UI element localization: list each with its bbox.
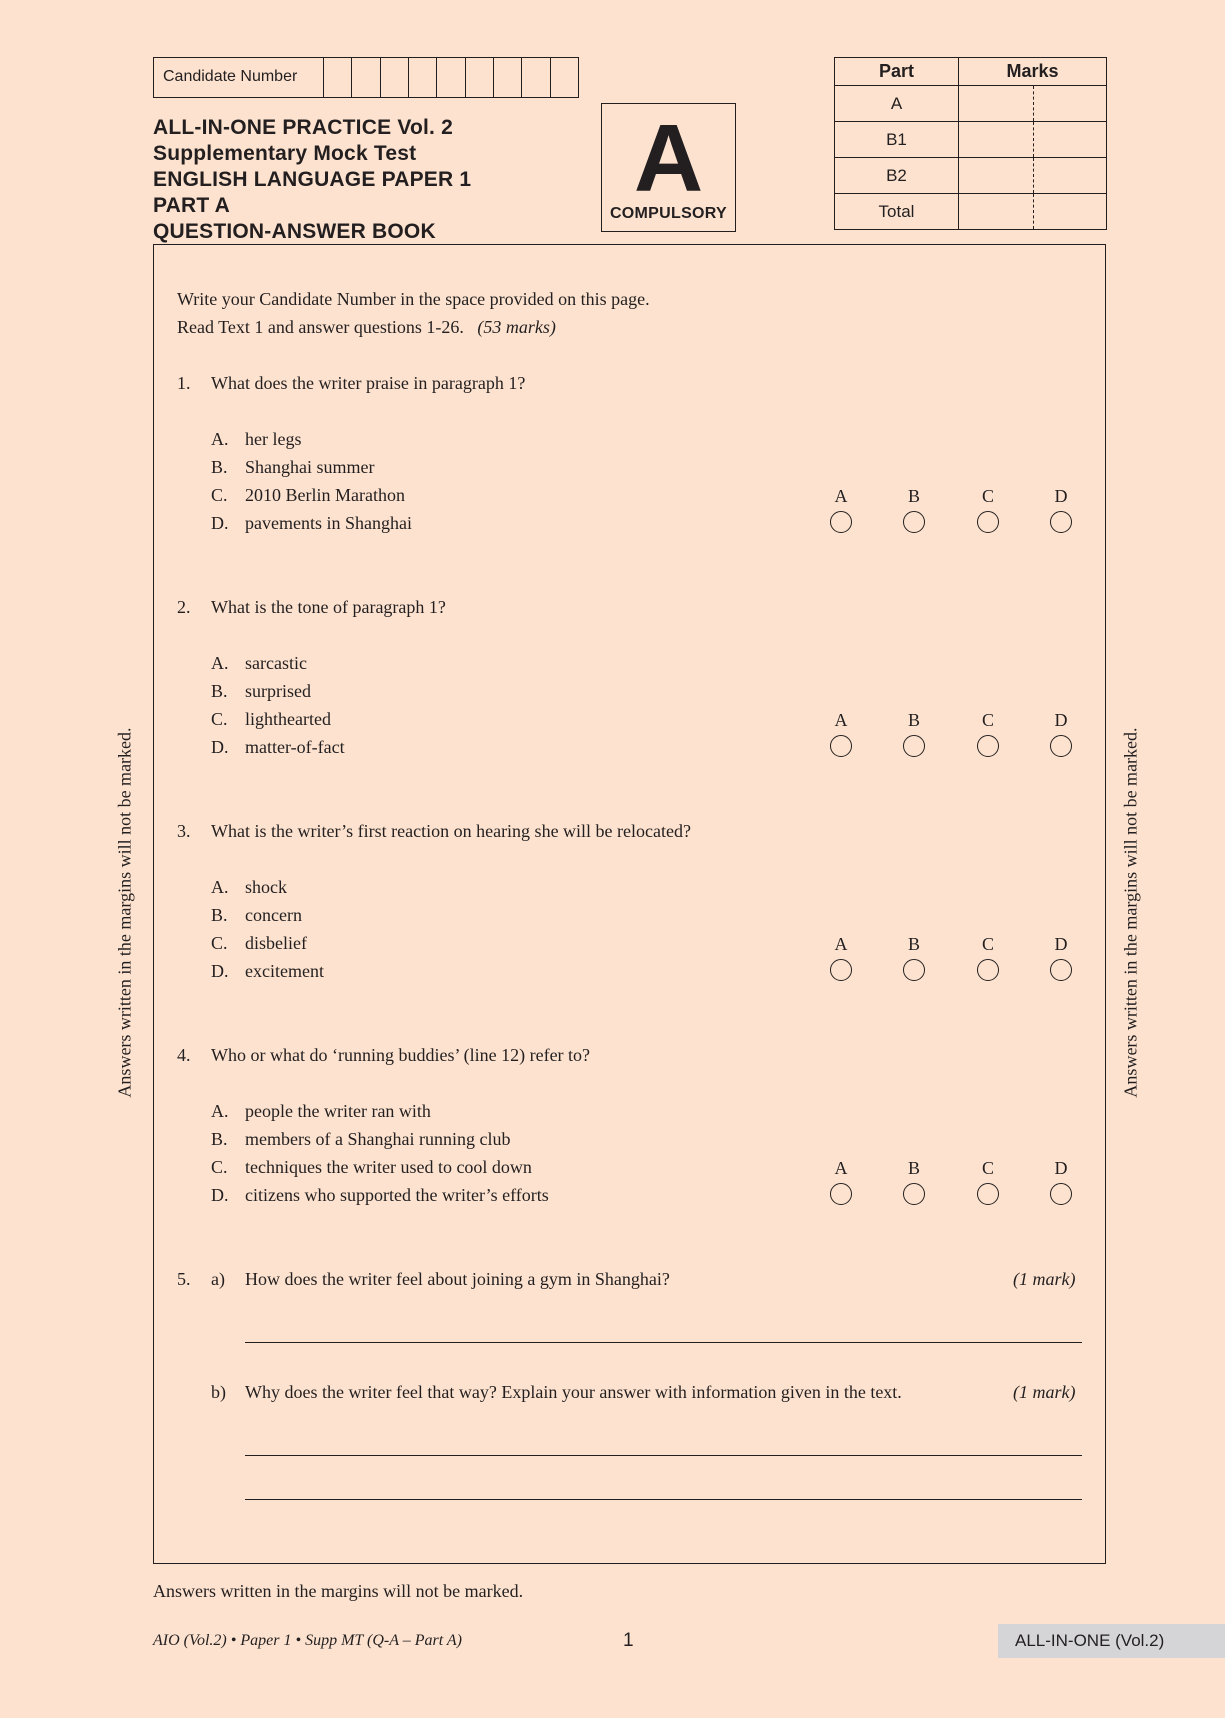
answer-bubble-q4-c[interactable] bbox=[977, 1183, 999, 1205]
answer-line-5a[interactable] bbox=[245, 1342, 1082, 1343]
part-letter: A bbox=[633, 105, 704, 212]
option-row: A. sarcastic bbox=[211, 653, 307, 673]
bubble-label: B bbox=[907, 486, 920, 506]
question-marks: (1 mark) bbox=[1013, 1269, 1076, 1289]
bubble-label: A bbox=[834, 486, 848, 506]
option-row: D. excitement bbox=[211, 961, 324, 981]
title-line: PART A bbox=[153, 194, 231, 217]
compulsory-label: COMPULSORY bbox=[609, 205, 728, 222]
question-text: What does the writer praise in paragraph 1? bbox=[211, 373, 526, 393]
total-marks: (53 marks) bbox=[477, 317, 556, 337]
candidate-number-label: Candidate Number bbox=[154, 58, 324, 97]
candidate-digit-cell[interactable] bbox=[352, 58, 380, 97]
candidate-digit-cell[interactable] bbox=[551, 58, 578, 97]
answer-bubble-q2-b[interactable] bbox=[903, 735, 925, 757]
candidate-digit-cell[interactable] bbox=[324, 58, 352, 97]
bubble-label: D bbox=[1054, 710, 1068, 730]
answer-bubble-q4-d[interactable] bbox=[1050, 1183, 1072, 1205]
marks-header-marks: Marks bbox=[959, 58, 1107, 86]
question-number: 5. bbox=[177, 1269, 191, 1289]
candidate-digit-cell[interactable] bbox=[466, 58, 494, 97]
paper-title bbox=[153, 115, 471, 245]
marks-cell[interactable] bbox=[959, 194, 1107, 230]
option-row: C. disbelief bbox=[211, 933, 307, 953]
instruction-line bbox=[177, 317, 556, 338]
answer-bubble-q2-a[interactable] bbox=[830, 735, 852, 757]
answer-line-5b[interactable] bbox=[245, 1499, 1082, 1500]
candidate-digit-cell[interactable] bbox=[494, 58, 522, 97]
question-marks: (1 mark) bbox=[1013, 1382, 1076, 1402]
marks-row-label: B1 bbox=[835, 122, 959, 158]
subquestion-label: a) bbox=[211, 1269, 225, 1289]
page-number: 1 bbox=[623, 1630, 634, 1651]
question-number: 2. bbox=[177, 597, 191, 617]
answer-bubble-q2-c[interactable] bbox=[977, 735, 999, 757]
footer-paper-code: AIO (Vol.2) • Paper 1 • Supp MT (Q-A – Part A) bbox=[153, 1632, 462, 1649]
bubble-label: D bbox=[1054, 934, 1068, 954]
candidate-digit-cell[interactable] bbox=[437, 58, 465, 97]
marks-cell[interactable] bbox=[959, 122, 1107, 158]
bubble-label: A bbox=[834, 934, 848, 954]
title-line: ENGLISH LANGUAGE PAPER 1 bbox=[153, 168, 472, 191]
bubble-label: D bbox=[1054, 486, 1068, 506]
bubble-label: C bbox=[981, 934, 994, 954]
candidate-number-box[interactable] bbox=[153, 57, 579, 98]
answer-line-5b[interactable] bbox=[245, 1455, 1082, 1456]
right-margin-note: Answers written in the margins will not be marked. bbox=[1120, 727, 1141, 1098]
bubble-label: C bbox=[981, 1158, 994, 1178]
answer-bubble-q3-c[interactable] bbox=[977, 959, 999, 981]
answer-bubble-q3-b[interactable] bbox=[903, 959, 925, 981]
question-text: What is the tone of paragraph 1? bbox=[211, 597, 446, 617]
part-indicator-box bbox=[601, 103, 736, 232]
marks-table bbox=[834, 57, 1107, 230]
instruction-line: Write your Candidate Number in the space provided on this page. bbox=[177, 289, 650, 309]
bubble-label: D bbox=[1054, 1158, 1068, 1178]
candidate-digit-cell[interactable] bbox=[522, 58, 550, 97]
marks-cell[interactable] bbox=[959, 86, 1107, 122]
marks-row-label: Total bbox=[835, 194, 959, 230]
answer-bubble-q2-d[interactable] bbox=[1050, 735, 1072, 757]
footer-series-tag: ALL-IN-ONE (Vol.2) bbox=[998, 1624, 1225, 1658]
answer-bubble-q4-a[interactable] bbox=[830, 1183, 852, 1205]
option-row: C. 2010 Berlin Marathon bbox=[211, 485, 405, 505]
option-row: B. Shanghai summer bbox=[211, 457, 375, 477]
answer-bubble-q3-d[interactable] bbox=[1050, 959, 1072, 981]
answer-bubble-q4-b[interactable] bbox=[903, 1183, 925, 1205]
title-line: Supplementary Mock Test bbox=[153, 142, 417, 165]
option-row: B. surprised bbox=[211, 681, 311, 701]
option-row: D. citizens who supported the writer’s efforts bbox=[211, 1185, 549, 1205]
answer-bubble-q1-d[interactable] bbox=[1050, 511, 1072, 533]
bubble-label: B bbox=[907, 1158, 920, 1178]
question-number: 1. bbox=[177, 373, 191, 393]
question-text: Why does the writer feel that way? Explain your answer with information given in the text. bbox=[245, 1382, 902, 1402]
instruction-text: Read Text 1 and answer questions 1-26. bbox=[177, 317, 464, 337]
answer-bubble-q3-a[interactable] bbox=[830, 959, 852, 981]
bottom-margin-note: Answers written in the margins will not be marked. bbox=[153, 1581, 524, 1601]
marks-row-label: A bbox=[835, 86, 959, 122]
answer-bubble-q1-a[interactable] bbox=[830, 511, 852, 533]
option-row: A. shock bbox=[211, 877, 287, 897]
bubble-label: C bbox=[981, 710, 994, 730]
marks-header-part: Part bbox=[835, 58, 959, 86]
candidate-digit-cell[interactable] bbox=[409, 58, 437, 97]
bubble-label: C bbox=[981, 486, 994, 506]
marks-row-label: B2 bbox=[835, 158, 959, 194]
option-row: D. matter-of-fact bbox=[211, 737, 345, 757]
answer-bubble-q1-c[interactable] bbox=[977, 511, 999, 533]
option-row: B. members of a Shanghai running club bbox=[211, 1129, 511, 1149]
option-row: C. lighthearted bbox=[211, 709, 331, 729]
candidate-digit-cell[interactable] bbox=[381, 58, 409, 97]
bubble-label: B bbox=[907, 710, 920, 730]
bubble-label: A bbox=[834, 710, 848, 730]
bubble-label: B bbox=[907, 934, 920, 954]
question-text: Who or what do ‘running buddies’ (line 12) refer to? bbox=[211, 1045, 591, 1065]
option-row: C. techniques the writer used to cool down bbox=[211, 1157, 532, 1177]
question-number: 4. bbox=[177, 1045, 191, 1065]
bubble-label: A bbox=[834, 1158, 848, 1178]
option-row: D. pavements in Shanghai bbox=[211, 513, 412, 533]
option-row: B. concern bbox=[211, 905, 302, 925]
marks-cell[interactable] bbox=[959, 158, 1107, 194]
question-text: What is the writer’s first reaction on hearing she will be relocated? bbox=[211, 821, 691, 841]
title-line: QUESTION-ANSWER BOOK bbox=[153, 220, 436, 243]
option-row: A. her legs bbox=[211, 429, 302, 449]
question-text: How does the writer feel about joining a gym in Shanghai? bbox=[245, 1269, 670, 1289]
title-line: ALL-IN-ONE PRACTICE Vol. 2 bbox=[153, 116, 453, 139]
answer-bubble-q1-b[interactable] bbox=[903, 511, 925, 533]
option-row: A. people the writer ran with bbox=[211, 1101, 431, 1121]
subquestion-label: b) bbox=[211, 1382, 226, 1402]
left-margin-note: Answers written in the margins will not be marked. bbox=[114, 727, 135, 1098]
question-number: 3. bbox=[177, 821, 191, 841]
